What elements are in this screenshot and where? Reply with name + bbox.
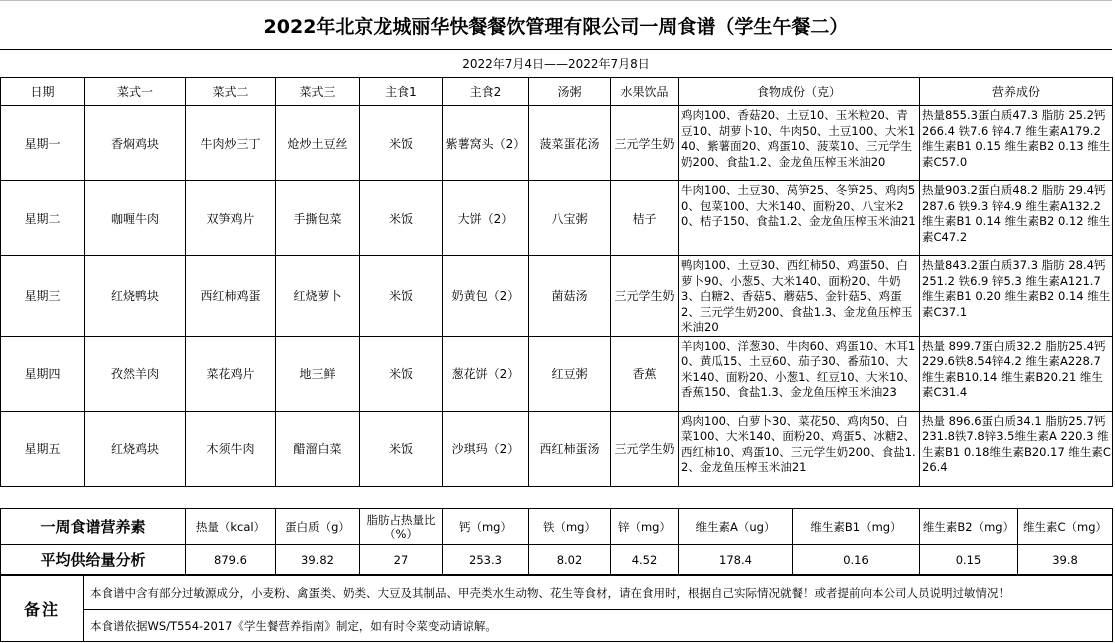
staple1-cell: 米饭 [360,411,443,486]
weekly-menu-table [0,77,1113,487]
staple2-cell: 沙琪玛（2） [443,411,529,486]
fruit-cell: 香蕉 [611,336,679,411]
dish3-cell: 手撕包菜 [276,181,360,256]
header-ingredients: 食物成份（克） [679,78,920,106]
soup-cell: 八宝粥 [529,181,611,256]
staple2-cell: 紫薯窝头（2） [443,106,529,181]
day-label: 星期四 [1,336,85,411]
sheet-title: 2022年北京龙城丽华快餐餐饮管理有限公司一周食谱（学生午餐二） [0,0,1112,50]
dish1-cell: 孜然羊肉 [85,336,186,411]
table-row [1,181,1113,256]
nutrient-value: 8.02 [529,545,611,575]
nutrient-header: 钙（mg） [443,509,529,545]
remarks-label: 备注 [1,576,84,642]
fruit-cell: 三元学生奶 [611,411,679,486]
fruit-cell: 桔子 [611,181,679,256]
staple2-cell: 奶黄包（2） [443,256,529,337]
nutrient-value: 253.3 [443,545,529,575]
header-staple2: 主食2 [443,78,529,106]
nutrition-cell: 热量903.2蛋白质48.2 脂肪 29.4钙 287.6 铁9.3 锌4.9 维生素A132.2 维生素B1 0.14 维生素B2 0.12 维生素C47.2 [920,181,1113,256]
dish3-cell: 醋溜白菜 [276,411,360,486]
soup-cell: 菌菇汤 [529,256,611,337]
day-label: 星期五 [1,411,85,486]
ingredients-cell: 羊肉100、洋葱30、牛肉60、鸡蛋10、木耳10、黄瓜15、土豆60、茄子30、番茄10、大米140、面粉20、小葱1、红豆10、大米10、香蕉150、食盐1.3、金龙鱼压榨玉米油23 [679,336,920,411]
table-row [1,411,1113,486]
dish1-cell: 咖喱牛肉 [85,181,186,256]
day-label: 星期三 [1,256,85,337]
dish3-cell: 红烧萝卜 [276,256,360,337]
nutrient-header: 脂肪占热量比（%） [360,509,443,545]
menu-header-row [1,78,1113,106]
day-label: 星期二 [1,181,85,256]
staple1-cell: 米饭 [360,336,443,411]
staple1-cell: 米饭 [360,181,443,256]
nutrition-label-top: 一周食谱营养素 [1,509,186,545]
header-dish3: 菜式三 [276,78,360,106]
nutrient-header: 维生素A（ug） [679,509,793,545]
date-range: 2022年7月4日——2022年7月8日 [462,56,650,71]
staple2-cell: 大饼（2） [443,181,529,256]
nutrient-value: 4.52 [611,545,679,575]
header-soup: 汤粥 [529,78,611,106]
remarks-table [0,575,1113,642]
dish1-cell: 香焖鸡块 [85,106,186,181]
remarks-guideline-note: 本食谱依据WS/T554-2017《学生餐营养指南》制定，如有时令菜变动请谅解。 [84,610,1113,642]
nutrition-cell: 热量855.3蛋白质47.3 脂肪 25.2钙 266.4 铁7.6 锌4.7 维生素A179.2 维生素B1 0.15 维生素B2 0.13 维生素C57.0 [920,106,1113,181]
ingredients-cell: 鸭肉100、土豆30、西红柿50、鸡蛋50、白萝卜90、小葱5、大米140、面粉20、牛奶3、白糖2、香菇5、蘑菇5、金针菇5、鸡蛋2、三元学生奶200、食盐1.3、金龙鱼压榨玉米油20 [679,256,920,337]
nutrition-summary-table [0,508,1113,575]
header-date: 日期 [1,78,85,106]
header-dish2: 菜式二 [186,78,276,106]
nutrient-header: 铁（mg） [529,509,611,545]
header-nutrition: 营养成份 [920,78,1113,106]
header-dish1: 菜式一 [85,78,186,106]
nutrient-header: 维生素C（mg） [1018,509,1113,545]
nutrition-header-row [1,509,1113,545]
dish3-cell: 地三鲜 [276,336,360,411]
staple1-cell: 米饭 [360,256,443,337]
nutrition-cell: 热量 896.6蛋白质34.1 脂肪25.7钙231.8铁7.8锌3.5维生素A 220.3 维生素B1 0.18维生素B20.17 维生素C 26.4 [920,411,1113,486]
soup-cell: 红豆粥 [529,336,611,411]
nutrient-value: 178.4 [679,545,793,575]
dish2-cell: 牛肉炒三丁 [186,106,276,181]
dish2-cell: 菜花鸡片 [186,336,276,411]
dish2-cell: 木须牛肉 [186,411,276,486]
staple2-cell: 葱花饼（2） [443,336,529,411]
ingredients-cell: 鸡肉100、香菇20、土豆10、玉米粒20、青豆10、胡萝卜10、牛肉50、土豆100、大米140、紫薯面20、鸡蛋10、菠菜10、三元学生奶200、食盐1.2、金龙鱼压榨玉米油20 [679,106,920,181]
fruit-cell: 三元学生奶 [611,256,679,337]
header-staple1: 主食1 [360,78,443,106]
dish2-cell: 双笋鸡片 [186,181,276,256]
dish1-cell: 红烧鸭块 [85,256,186,337]
nutrient-value: 39.8 [1018,545,1113,575]
dish1-cell: 红烧鸡块 [85,411,186,486]
nutrient-header: 锌（mg） [611,509,679,545]
table-row [1,256,1113,337]
header-fruit: 水果饮品 [611,78,679,106]
table-row [1,336,1113,411]
staple1-cell: 米饭 [360,106,443,181]
nutrient-value: 879.6 [186,545,276,575]
nutrient-value: 0.15 [920,545,1018,575]
nutrient-value: 39.82 [276,545,360,575]
nutrient-value: 0.16 [793,545,920,575]
remarks-allergen-note: 本食谱中含有部分过敏源成分，小麦粉、禽蛋类、奶类、大豆及其制品、甲壳类水生动物、花生等食材，请在食用时，根据自己实际情况就餐！或者提前向本公司人员说明过敏情况！ [84,576,1113,610]
nutrient-header: 维生素B1（mg） [793,509,920,545]
soup-cell: 菠菜蛋花汤 [529,106,611,181]
dish3-cell: 炝炒土豆丝 [276,106,360,181]
nutrient-value: 27 [360,545,443,575]
nutrient-header: 热量（kcal） [186,509,276,545]
nutrition-cell: 热量843.2蛋白质37.3 脂肪 28.4钙 251.2 铁6.9 锌5.3 维生素A121.7 维生素B1 0.20 维生素B2 0.14 维生素C37.1 [920,256,1113,337]
nutrient-header: 维生素B2（mg） [920,509,1018,545]
dish2-cell: 西红柿鸡蛋 [186,256,276,337]
fruit-cell: 三元学生奶 [611,106,679,181]
nutrition-label-bottom: 平均供给量分析 [1,545,186,575]
ingredients-cell: 鸡肉100、白萝卜30、菜花50、鸡肉50、白菜100、大米140、面粉20、鸡蛋5、冰糖2、西红柿10、鸡蛋10、三元学生奶200、食盐1.2、金龙鱼压榨玉米油21 [679,411,920,486]
table-row [1,106,1113,181]
nutrition-cell: 热量 899.7蛋白质32.2 脂肪25.4钙229.6铁8.54锌4.2 维生素A228.7 维生素B10.14 维生素B20.21 维生素C31.4 [920,336,1113,411]
soup-cell: 西红柿蛋汤 [529,411,611,486]
nutrition-values-row [1,545,1113,575]
day-label: 星期一 [1,106,85,181]
ingredients-cell: 牛肉100、土豆30、莴笋25、冬笋25、鸡肉50、包菜100、大米140、面粉20、八宝米20、桔子150、食盐1.2、金龙鱼压榨玉米油21 [679,181,920,256]
nutrient-header: 蛋白质（g） [276,509,360,545]
